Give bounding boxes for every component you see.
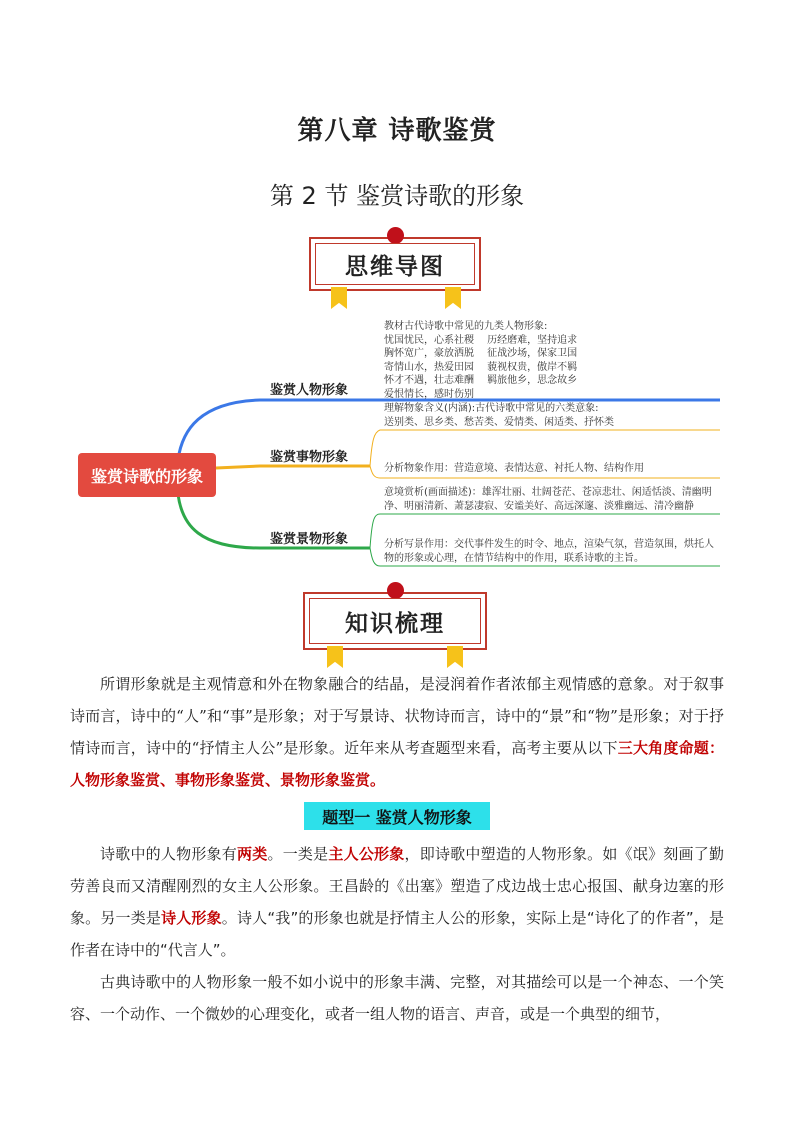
knowledge-banner [303,592,487,650]
para-text: 。诗人“我”的形象也就是抒情主人公的形象，实际上是“诗化了的作者”，是作者在诗中的“代言人”。 [70,909,724,959]
note-line: 寄情山水，热爱田园 藐视权贵，傲岸不羁 [384,361,578,373]
branch-things-note-2: 分析物象作用：营造意境、表情达意、衬托人物、结构作用 [384,463,644,474]
sub-line-things-1 [370,430,720,466]
intro-text: 所谓形象就是主观情意和外在物象融合的结晶，是浸润着作者浓郁主观情感的意象。对于叙事诗而言，诗中的“人”和“事”是形象；对于写景诗、状物诗而言，诗中的“景”和“物”是形象；对于抒情诗而言，诗中的“抒情主人公”是形象。近年来从考查题型来看，高考主要从以下 [70,675,724,757]
branch-scenery-note-2: 分析写景作用：交代事件发生的时令、地点，渲染气氛，营造氛围，烘托人物的形象或心理，在情节结构中的作用，联系诗歌的主旨。 [384,539,714,564]
para-highlight: 两类 [237,845,268,863]
para-text: 。一类是 [267,845,329,863]
intro-colon: ： [708,739,724,757]
branch-things-note-1 [384,402,714,429]
para-highlight: 诗人形象 [161,909,222,927]
branch-line-things [216,466,370,468]
note-line: 教材古代诗歌中常见的九类人物形象: [384,321,548,332]
intro-paragraph [70,668,724,796]
note-line: 爱恨情长，感时伤别 [384,388,474,400]
knowledge-banner-label: 知识梳理 [309,598,481,644]
banner-dot-icon [387,582,404,599]
mindmap-banner-label: 思维导图 [315,243,475,285]
section-heading: 题型一 鉴赏人物形象 [304,802,490,830]
branch-things-label: 鉴赏事物形象 [270,450,349,465]
body-paragraph-1 [70,838,724,966]
branch-scenery-label: 鉴赏景物形象 [270,532,349,547]
body-paragraph-2: 古典诗歌中的人物形象一般不如小说中的形象丰满、完整，对其描绘可以是一个神态、一个笑容、一个动作、一个微妙的心理变化，或者一组人物的语言、声音，或是一个典型的细节， [70,973,724,1023]
note-line: 怀才不遇，壮志难酬 羁旅他乡，思念故乡 [384,375,578,386]
intro-highlight: 三大角度命题 [617,739,709,757]
note-line: 理解物象含义(内涵):古代诗歌中常见的六类意象: [384,403,599,414]
note-line: 胸怀宽广，豪放洒脱 征战沙场，保家卫国 [384,348,578,359]
branch-scenery-note-1: 意境赏析(画面描述)：雄浑壮丽、壮阔苍茫、苍凉悲壮、闲适恬淡、清幽明净、明丽清新、萧瑟凄寂、安谧美好、高远深邃、淡雅幽远、清冷幽静 [384,487,712,512]
section-subtitle: 第 2 节 鉴赏诗歌的形象 [269,182,525,210]
branch-people-label: 鉴赏人物形象 [270,383,349,398]
intro-highlight: 人物形象鉴赏、事物形象鉴赏、景物形象鉴赏。 [70,771,386,789]
note-line: 忧国忧民，心系社稷 历经磨难，坚持追求 [384,334,578,346]
mindmap-root: 鉴赏诗歌的形象 [78,453,216,497]
para-highlight: 主人公形象 [328,845,405,863]
chapter-title: 第八章 诗歌鉴赏 [297,116,497,146]
branch-people-notes [384,320,594,401]
para-text: ，即诗歌中塑造的人物形象。如《氓》刻画了勤劳善良而又清醒刚烈的女主人公形象。王昌龄的《出塞》塑造了戍边战士忠心报国、献身边塞的形象。另一类是 [70,845,724,927]
note-line: 送别类、思乡类、愁苦类、爱情类、闲适类、抒怀类 [384,416,614,428]
para-text: 诗歌中的人物形象有 [100,845,238,863]
